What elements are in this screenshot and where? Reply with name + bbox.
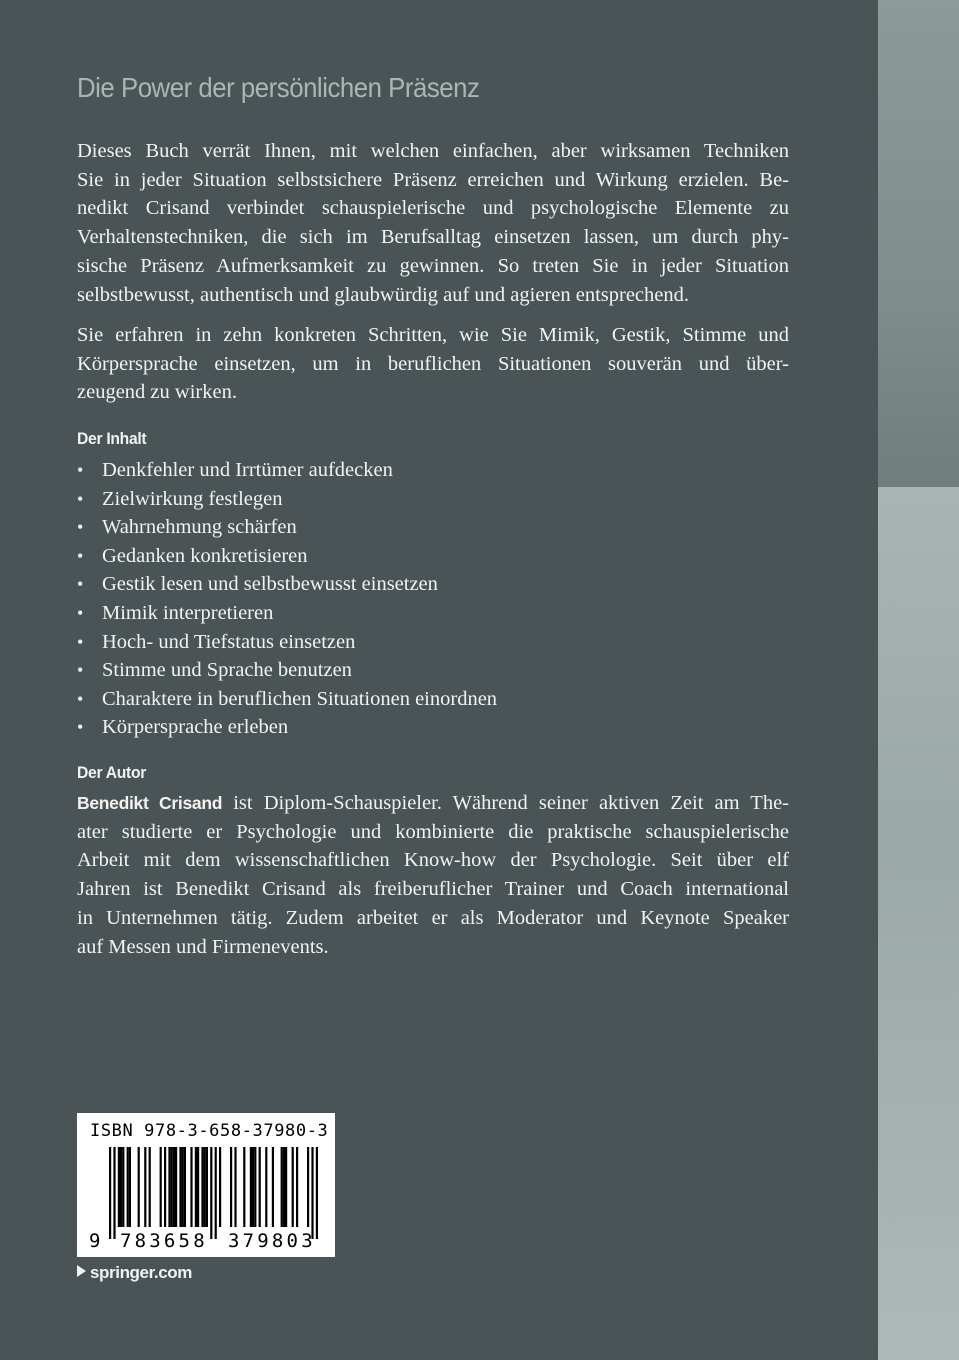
barcode-bar xyxy=(120,1147,122,1227)
barcode-bar xyxy=(281,1147,283,1227)
author-line: Benedikt Crisand ist Diplom-Schauspieler. Während seiner aktiven Zeit am The- xyxy=(77,792,789,814)
barcode-bar xyxy=(144,1147,146,1227)
bullet-icon: • xyxy=(77,717,84,738)
barcode-bar xyxy=(292,1147,294,1227)
barcode xyxy=(77,1113,335,1257)
intro-line: selbstbewusst, authentisch und glaubwürdig auf und agieren entsprechend. xyxy=(77,283,689,306)
barcode-bar xyxy=(182,1147,184,1227)
barcode-bar xyxy=(160,1147,162,1227)
barcode-bar xyxy=(252,1147,254,1227)
ean-first-digit: 9 xyxy=(89,1230,101,1252)
list-item: • Körpersprache erleben xyxy=(77,713,497,742)
list-item: • Mimik interpretieren xyxy=(77,599,497,628)
steps-line: Körpersprache einsetzen, um in beruflichen Situationen souverän und über- xyxy=(77,352,789,375)
intro-line: Verhaltenstechniken, die sich im Berufsalltag einsetzen lassen, um durch phy- xyxy=(77,226,789,249)
barcode-bar xyxy=(243,1147,245,1227)
bullet-icon: • xyxy=(77,660,84,681)
intro-paragraph xyxy=(77,137,789,309)
barcode-bar xyxy=(250,1147,252,1227)
intro-line: Dieses Buch verrät Ihnen, mit welchen einfachen, aber wirksamen Techniken xyxy=(77,140,789,162)
barcode-bar xyxy=(190,1147,192,1227)
ean-right-digits: 379803 xyxy=(228,1230,316,1252)
barcode-bar xyxy=(215,1147,217,1239)
barcode-bar xyxy=(109,1147,111,1239)
bullet-icon: • xyxy=(77,545,84,566)
list-item: • Gestik lesen und selbstbewusst einsetzen xyxy=(77,570,497,599)
author-line: auf Messen und Firmenevents. xyxy=(77,935,329,958)
barcode-bar xyxy=(230,1147,232,1227)
barcode-bar xyxy=(206,1147,208,1227)
list-item: • Wahrnehmung schärfen xyxy=(77,513,497,542)
intro-line: sische Präsenz Aufmerksamkeit zu gewinnen. So treten Sie in jeder Situation xyxy=(77,254,789,277)
bullet-icon: • xyxy=(77,460,84,480)
barcode-bar xyxy=(184,1147,186,1227)
author-line: Jahren ist Benedikt Crisand als freiberuflicher Trainer und Coach international xyxy=(77,878,789,901)
list-item: • Zielwirkung festlegen xyxy=(77,485,497,514)
barcode-bar xyxy=(195,1147,197,1227)
list-item: • Hoch- und Tiefstatus einsetzen xyxy=(77,628,497,657)
arrow-right-icon xyxy=(77,1265,86,1277)
barcode-bar xyxy=(219,1147,221,1227)
intro-line: nedikt Crisand verbindet schauspielerische und psychologische Elemente zu xyxy=(77,197,789,220)
steps-paragraph xyxy=(77,321,789,407)
content-list xyxy=(77,456,497,742)
barcode-bar xyxy=(127,1147,129,1227)
list-item: • Charaktere in beruflichen Situationen einordnen xyxy=(77,685,497,714)
author-line: Arbeit mit dem wissenschaftlichen Know-how der Psychologie. Seit über elf xyxy=(77,849,789,872)
barcode-bar xyxy=(204,1147,206,1227)
list-item: • Denkfehler und Irrtümer aufdecken xyxy=(77,456,497,485)
barcode-bar xyxy=(307,1147,309,1227)
isbn-label: ISBN 978-3-658-37980-3 xyxy=(90,1121,329,1141)
bullet-icon: • xyxy=(77,602,84,623)
barcode-bar xyxy=(175,1147,177,1227)
author-name: Benedikt Crisand xyxy=(77,793,223,813)
barcode-bar xyxy=(179,1147,181,1227)
barcode-bar xyxy=(113,1147,115,1239)
barcode-bar xyxy=(149,1147,151,1227)
author-paragraph xyxy=(77,789,789,961)
bullet-icon: • xyxy=(77,688,84,709)
bullet-icon: • xyxy=(77,517,84,538)
intro-line: Sie in jeder Situation selbstsichere Präsenz erreichen und Wirkung erzielen. Be- xyxy=(77,168,789,191)
author-heading: Der Autor xyxy=(77,763,147,782)
barcode-bar xyxy=(168,1147,170,1227)
barcode-bar xyxy=(171,1147,173,1227)
barcode-bar xyxy=(122,1147,124,1227)
cover-edge-strip-bottom xyxy=(878,487,959,1360)
ean-left-digits: 783658 xyxy=(120,1230,208,1252)
page-title: Die Power der persönlichen Präsenz xyxy=(77,72,480,103)
steps-line: Sie erfahren in zehn konkreten Schritten, wie Sie Mimik, Gestik, Stimme und xyxy=(77,324,789,346)
barcode-bar xyxy=(164,1147,166,1227)
barcode-bar xyxy=(210,1147,212,1239)
list-item: • Gedanken konkretisieren xyxy=(77,542,497,571)
barcode-bar xyxy=(265,1147,267,1227)
barcode-bar xyxy=(234,1147,236,1227)
content-heading: Der Inhalt xyxy=(77,429,147,448)
barcode-bar xyxy=(272,1147,274,1227)
author-line: ater studierte er Psychologie und kombinierte die praktische schauspielerische xyxy=(77,820,789,843)
author-line: in Unternehmen tätig. Zudem arbeitet er als Moderator und Keynote Speaker xyxy=(77,906,789,929)
barcode-bar xyxy=(285,1147,287,1227)
cover-edge-strip-top xyxy=(878,0,959,487)
barcode-bar xyxy=(129,1147,131,1227)
website-link[interactable]: springer.com xyxy=(77,1263,192,1283)
barcode-bar xyxy=(254,1147,256,1227)
bullet-icon: • xyxy=(77,631,84,652)
barcode-bar xyxy=(316,1147,318,1239)
barcode-bar xyxy=(197,1147,199,1227)
bullet-icon: • xyxy=(77,488,84,509)
barcode-bar xyxy=(296,1147,298,1227)
barcode-bar xyxy=(173,1147,175,1227)
steps-line: zeugend zu wirken. xyxy=(77,381,237,404)
barcode-bar xyxy=(118,1147,120,1227)
barcode-bar xyxy=(201,1147,203,1227)
bullet-icon: • xyxy=(77,574,84,595)
barcode-bar xyxy=(283,1147,285,1227)
barcode-bar xyxy=(311,1147,313,1239)
barcode-bar xyxy=(138,1147,140,1227)
barcode-bar xyxy=(259,1147,261,1227)
list-item: • Stimme und Sprache benutzen xyxy=(77,656,497,685)
